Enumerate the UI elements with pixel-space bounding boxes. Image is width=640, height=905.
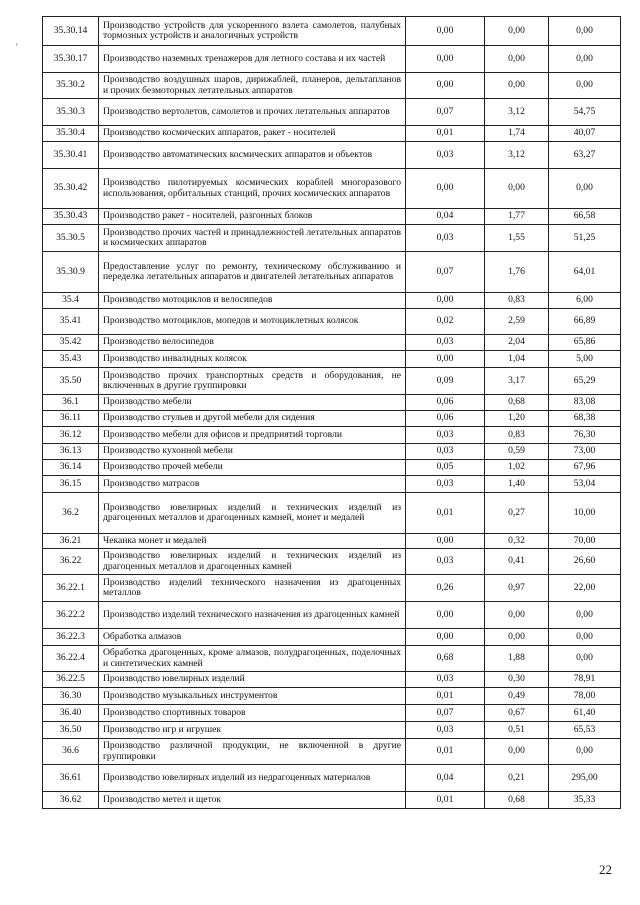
cell-value-1: 0,00 <box>406 73 485 99</box>
scan-mark: ' <box>16 42 18 52</box>
cell-value-3: 51,25 <box>549 225 621 252</box>
cell-code: 35.30.9 <box>43 252 99 293</box>
table-row <box>43 534 621 549</box>
cell-value-2: 1,74 <box>485 126 549 142</box>
cell-value-2: 0,83 <box>485 427 549 444</box>
cell-value-3: 83,08 <box>549 395 621 411</box>
table-row <box>43 395 621 411</box>
cell-value-3: 78,91 <box>549 672 621 688</box>
data-table <box>42 16 621 809</box>
table-row <box>43 351 621 368</box>
table-row <box>43 672 621 688</box>
cell-value-1: 0,00 <box>406 629 485 646</box>
cell-description: Производство наземных тренажеров для летного состава и их частей <box>99 46 406 73</box>
cell-value-2: 0,00 <box>485 602 549 629</box>
cell-code: 35.4 <box>43 293 99 309</box>
cell-value-1: 0,03 <box>406 476 485 493</box>
cell-code: 35.30.4 <box>43 126 99 142</box>
cell-value-2: 3,17 <box>485 368 549 395</box>
cell-code: 36.61 <box>43 765 99 792</box>
cell-value-2: 0,00 <box>485 169 549 209</box>
cell-code: 35.30.3 <box>43 99 99 126</box>
cell-code: 36.50 <box>43 722 99 739</box>
cell-value-3: 67,96 <box>549 460 621 476</box>
cell-value-2: 1,40 <box>485 476 549 493</box>
cell-description: Производство мебели для офисов и предприятий торговли <box>99 427 406 444</box>
cell-value-3: 0,00 <box>549 646 621 672</box>
cell-value-2: 0,30 <box>485 672 549 688</box>
cell-value-1: 0,01 <box>406 792 485 809</box>
cell-value-2: 0,00 <box>485 46 549 73</box>
cell-value-1: 0,09 <box>406 368 485 395</box>
cell-value-3: 40,07 <box>549 126 621 142</box>
cell-value-2: 0,68 <box>485 395 549 411</box>
cell-value-3: 66,89 <box>549 309 621 335</box>
table-row <box>43 293 621 309</box>
cell-value-1: 0,00 <box>406 602 485 629</box>
cell-description: Предоставление услуг по ремонту, техническому обслуживанию и переделка летательных аппаратов и двигателей летательных аппаратов <box>99 252 406 293</box>
cell-code: 35.30.42 <box>43 169 99 209</box>
table-row <box>43 142 621 169</box>
cell-description: Чеканка монет и медалей <box>99 534 406 549</box>
cell-value-3: 68,38 <box>549 411 621 427</box>
cell-value-1: 0,01 <box>406 739 485 765</box>
cell-value-3: 295,00 <box>549 765 621 792</box>
cell-value-1: 0,07 <box>406 252 485 293</box>
cell-value-1: 0,04 <box>406 765 485 792</box>
cell-description: Производство мотоциклов, мопедов и мотоциклетных колясок <box>99 309 406 335</box>
cell-description: Производство велосипедов <box>99 335 406 351</box>
cell-value-3: 10,00 <box>549 493 621 534</box>
table-row <box>43 209 621 225</box>
cell-value-2: 0,51 <box>485 722 549 739</box>
cell-code: 36.14 <box>43 460 99 476</box>
table-row <box>43 73 621 99</box>
cell-code: 36.6 <box>43 739 99 765</box>
cell-description: Производство игр и игрушек <box>99 722 406 739</box>
cell-value-3: 64,01 <box>549 252 621 293</box>
cell-value-3: 78,00 <box>549 688 621 705</box>
table-row <box>43 460 621 476</box>
table-row <box>43 225 621 252</box>
cell-value-2: 0,21 <box>485 765 549 792</box>
cell-code: 35.30.2 <box>43 73 99 99</box>
cell-value-2: 1,76 <box>485 252 549 293</box>
cell-value-1: 0,01 <box>406 688 485 705</box>
cell-value-3: 53,04 <box>549 476 621 493</box>
cell-value-1: 0,03 <box>406 722 485 739</box>
cell-description: Обработка драгоценных, кроме алмазов, полудрагоценных, поделочных и синтетических камней <box>99 646 406 672</box>
cell-code: 36.13 <box>43 444 99 460</box>
cell-value-2: 3,12 <box>485 142 549 169</box>
cell-value-1: 0,26 <box>406 575 485 602</box>
cell-value-1: 0,07 <box>406 99 485 126</box>
cell-code: 36.22.5 <box>43 672 99 688</box>
cell-code: 35.30.5 <box>43 225 99 252</box>
cell-value-3: 35,33 <box>549 792 621 809</box>
cell-value-2: 1,88 <box>485 646 549 672</box>
cell-code: 36.22.3 <box>43 629 99 646</box>
table-row <box>43 126 621 142</box>
table-row <box>43 575 621 602</box>
table-row <box>43 739 621 765</box>
cell-value-3: 5,00 <box>549 351 621 368</box>
cell-value-3: 65,53 <box>549 722 621 739</box>
table-body <box>43 17 621 809</box>
cell-value-3: 0,00 <box>549 73 621 99</box>
cell-value-1: 0,68 <box>406 646 485 672</box>
cell-code: 35.50 <box>43 368 99 395</box>
cell-value-2: 3,12 <box>485 99 549 126</box>
cell-description: Производство метел и щеток <box>99 792 406 809</box>
cell-description: Производство устройств для ускоренного взлета самолетов, палубных тормозных устройств и аналогичных устройств <box>99 17 406 46</box>
table-row <box>43 444 621 460</box>
cell-value-2: 0,32 <box>485 534 549 549</box>
table-row <box>43 17 621 46</box>
cell-value-2: 0,97 <box>485 575 549 602</box>
cell-value-3: 65,29 <box>549 368 621 395</box>
cell-code: 36.62 <box>43 792 99 809</box>
cell-value-1: 0,00 <box>406 46 485 73</box>
cell-value-2: 0,00 <box>485 739 549 765</box>
cell-code: 36.22 <box>43 549 99 575</box>
cell-value-2: 0,00 <box>485 629 549 646</box>
cell-description: Производство воздушных шаров, дирижаблей, планеров, дельтапланов и прочих безмоторных летательных аппаратов <box>99 73 406 99</box>
cell-description: Обработка алмазов <box>99 629 406 646</box>
cell-description: Производство ювелирных изделий <box>99 672 406 688</box>
cell-code: 35.42 <box>43 335 99 351</box>
cell-description: Производство кухонной мебели <box>99 444 406 460</box>
table-row <box>43 309 621 335</box>
table-row <box>43 411 621 427</box>
cell-value-2: 0,27 <box>485 493 549 534</box>
cell-value-3: 6,00 <box>549 293 621 309</box>
cell-description: Производство ювелирных изделий и технических изделий из драгоценных металлов и драгоценных камней <box>99 549 406 575</box>
cell-description: Производство музыкальных инструментов <box>99 688 406 705</box>
table-row <box>43 368 621 395</box>
cell-value-1: 0,03 <box>406 427 485 444</box>
cell-value-1: 0,05 <box>406 460 485 476</box>
cell-code: 35.43 <box>43 351 99 368</box>
cell-value-1: 0,00 <box>406 169 485 209</box>
cell-description: Производство пилотируемых космических кораблей многоразового использования, орбитальных станций, прочих космических аппаратов <box>99 169 406 209</box>
cell-description: Производство автоматических космических аппаратов и объектов <box>99 142 406 169</box>
cell-code: 36.2 <box>43 493 99 534</box>
cell-value-2: 0,59 <box>485 444 549 460</box>
table-row <box>43 427 621 444</box>
cell-value-1: 0,07 <box>406 705 485 722</box>
table-row <box>43 493 621 534</box>
cell-code: 36.22.2 <box>43 602 99 629</box>
cell-value-1: 0,06 <box>406 411 485 427</box>
cell-value-1: 0,03 <box>406 142 485 169</box>
cell-description: Производство матрасов <box>99 476 406 493</box>
cell-value-1: 0,03 <box>406 672 485 688</box>
cell-code: 36.1 <box>43 395 99 411</box>
cell-value-1: 0,03 <box>406 549 485 575</box>
cell-code: 36.22.4 <box>43 646 99 672</box>
cell-value-2: 0,41 <box>485 549 549 575</box>
cell-value-3: 26,60 <box>549 549 621 575</box>
cell-code: 36.30 <box>43 688 99 705</box>
cell-value-3: 63,27 <box>549 142 621 169</box>
cell-value-2: 0,00 <box>485 73 549 99</box>
cell-value-3: 66,58 <box>549 209 621 225</box>
cell-value-1: 0,01 <box>406 126 485 142</box>
cell-code: 35.30.41 <box>43 142 99 169</box>
table-row <box>43 722 621 739</box>
cell-code: 35.41 <box>43 309 99 335</box>
cell-value-3: 54,75 <box>549 99 621 126</box>
cell-value-1: 0,02 <box>406 309 485 335</box>
cell-description: Производство мебели <box>99 395 406 411</box>
cell-value-2: 1,02 <box>485 460 549 476</box>
table-row <box>43 705 621 722</box>
cell-description: Производство изделий технического назначения из драгоценных камней <box>99 602 406 629</box>
cell-value-1: 0,01 <box>406 493 485 534</box>
cell-value-1: 0,03 <box>406 335 485 351</box>
cell-value-2: 1,77 <box>485 209 549 225</box>
cell-value-2: 1,55 <box>485 225 549 252</box>
cell-value-3: 73,00 <box>549 444 621 460</box>
cell-code: 35.30.43 <box>43 209 99 225</box>
table-row <box>43 169 621 209</box>
cell-description: Производство стульев и другой мебели для сидения <box>99 411 406 427</box>
cell-value-1: 0,00 <box>406 17 485 46</box>
table-row <box>43 646 621 672</box>
cell-description: Производство изделий технического назначения из драгоценных металлов <box>99 575 406 602</box>
cell-value-1: 0,03 <box>406 225 485 252</box>
cell-value-2: 0,67 <box>485 705 549 722</box>
cell-code: 36.12 <box>43 427 99 444</box>
table-row <box>43 765 621 792</box>
cell-value-3: 0,00 <box>549 46 621 73</box>
page-number: 22 <box>599 862 612 877</box>
cell-value-3: 65,86 <box>549 335 621 351</box>
cell-value-1: 0,04 <box>406 209 485 225</box>
cell-code: 36.15 <box>43 476 99 493</box>
cell-value-3: 76,30 <box>549 427 621 444</box>
cell-code: 35.30.17 <box>43 46 99 73</box>
cell-description: Производство ювелирных изделий и технических изделий из драгоценных металлов и драгоценных камней, монет и медалей <box>99 493 406 534</box>
cell-description: Производство прочих транспортных средств и оборудования, не включенных в другие группировки <box>99 368 406 395</box>
cell-value-2: 0,83 <box>485 293 549 309</box>
cell-value-3: 0,00 <box>549 17 621 46</box>
table-row <box>43 99 621 126</box>
table-row <box>43 549 621 575</box>
cell-value-2: 0,00 <box>485 17 549 46</box>
table-row <box>43 792 621 809</box>
table-row <box>43 629 621 646</box>
cell-value-3: 61,40 <box>549 705 621 722</box>
cell-code: 35.30.14 <box>43 17 99 46</box>
cell-value-1: 0,00 <box>406 293 485 309</box>
cell-description: Производство прочих частей и принадлежностей летательных аппаратов и космических аппаратов <box>99 225 406 252</box>
cell-value-2: 2,59 <box>485 309 549 335</box>
cell-value-1: 0,03 <box>406 444 485 460</box>
cell-description: Производство космических аппаратов, ракет - носителей <box>99 126 406 142</box>
cell-value-1: 0,00 <box>406 534 485 549</box>
cell-code: 36.22.1 <box>43 575 99 602</box>
cell-value-2: 1,20 <box>485 411 549 427</box>
cell-value-2: 2,04 <box>485 335 549 351</box>
cell-code: 36.11 <box>43 411 99 427</box>
cell-description: Производство вертолетов, самолетов и прочих летательных аппаратов <box>99 99 406 126</box>
cell-description: Производство спортивных товаров <box>99 705 406 722</box>
table-row <box>43 46 621 73</box>
cell-value-3: 0,00 <box>549 739 621 765</box>
cell-value-3: 70,00 <box>549 534 621 549</box>
table-row <box>43 688 621 705</box>
table-row <box>43 335 621 351</box>
cell-value-3: 22,00 <box>549 575 621 602</box>
table-row <box>43 476 621 493</box>
cell-value-1: 0,00 <box>406 351 485 368</box>
cell-description: Производство ракет - носителей, разгонных блоков <box>99 209 406 225</box>
cell-value-2: 0,68 <box>485 792 549 809</box>
cell-value-3: 0,00 <box>549 602 621 629</box>
cell-description: Производство мотоциклов и велосипедов <box>99 293 406 309</box>
cell-code: 36.21 <box>43 534 99 549</box>
cell-description: Производство прочей мебели <box>99 460 406 476</box>
cell-description: Производство ювелирных изделий из недрагоценных материалов <box>99 765 406 792</box>
cell-description: Производство различной продукции, не включенной в другие группировки <box>99 739 406 765</box>
cell-value-3: 0,00 <box>549 169 621 209</box>
cell-value-1: 0,06 <box>406 395 485 411</box>
cell-description: Производство инвалидных колясок <box>99 351 406 368</box>
cell-value-2: 0,49 <box>485 688 549 705</box>
table-row <box>43 252 621 293</box>
cell-value-3: 0,00 <box>549 629 621 646</box>
cell-code: 36.40 <box>43 705 99 722</box>
cell-value-2: 1,04 <box>485 351 549 368</box>
table-row <box>43 602 621 629</box>
